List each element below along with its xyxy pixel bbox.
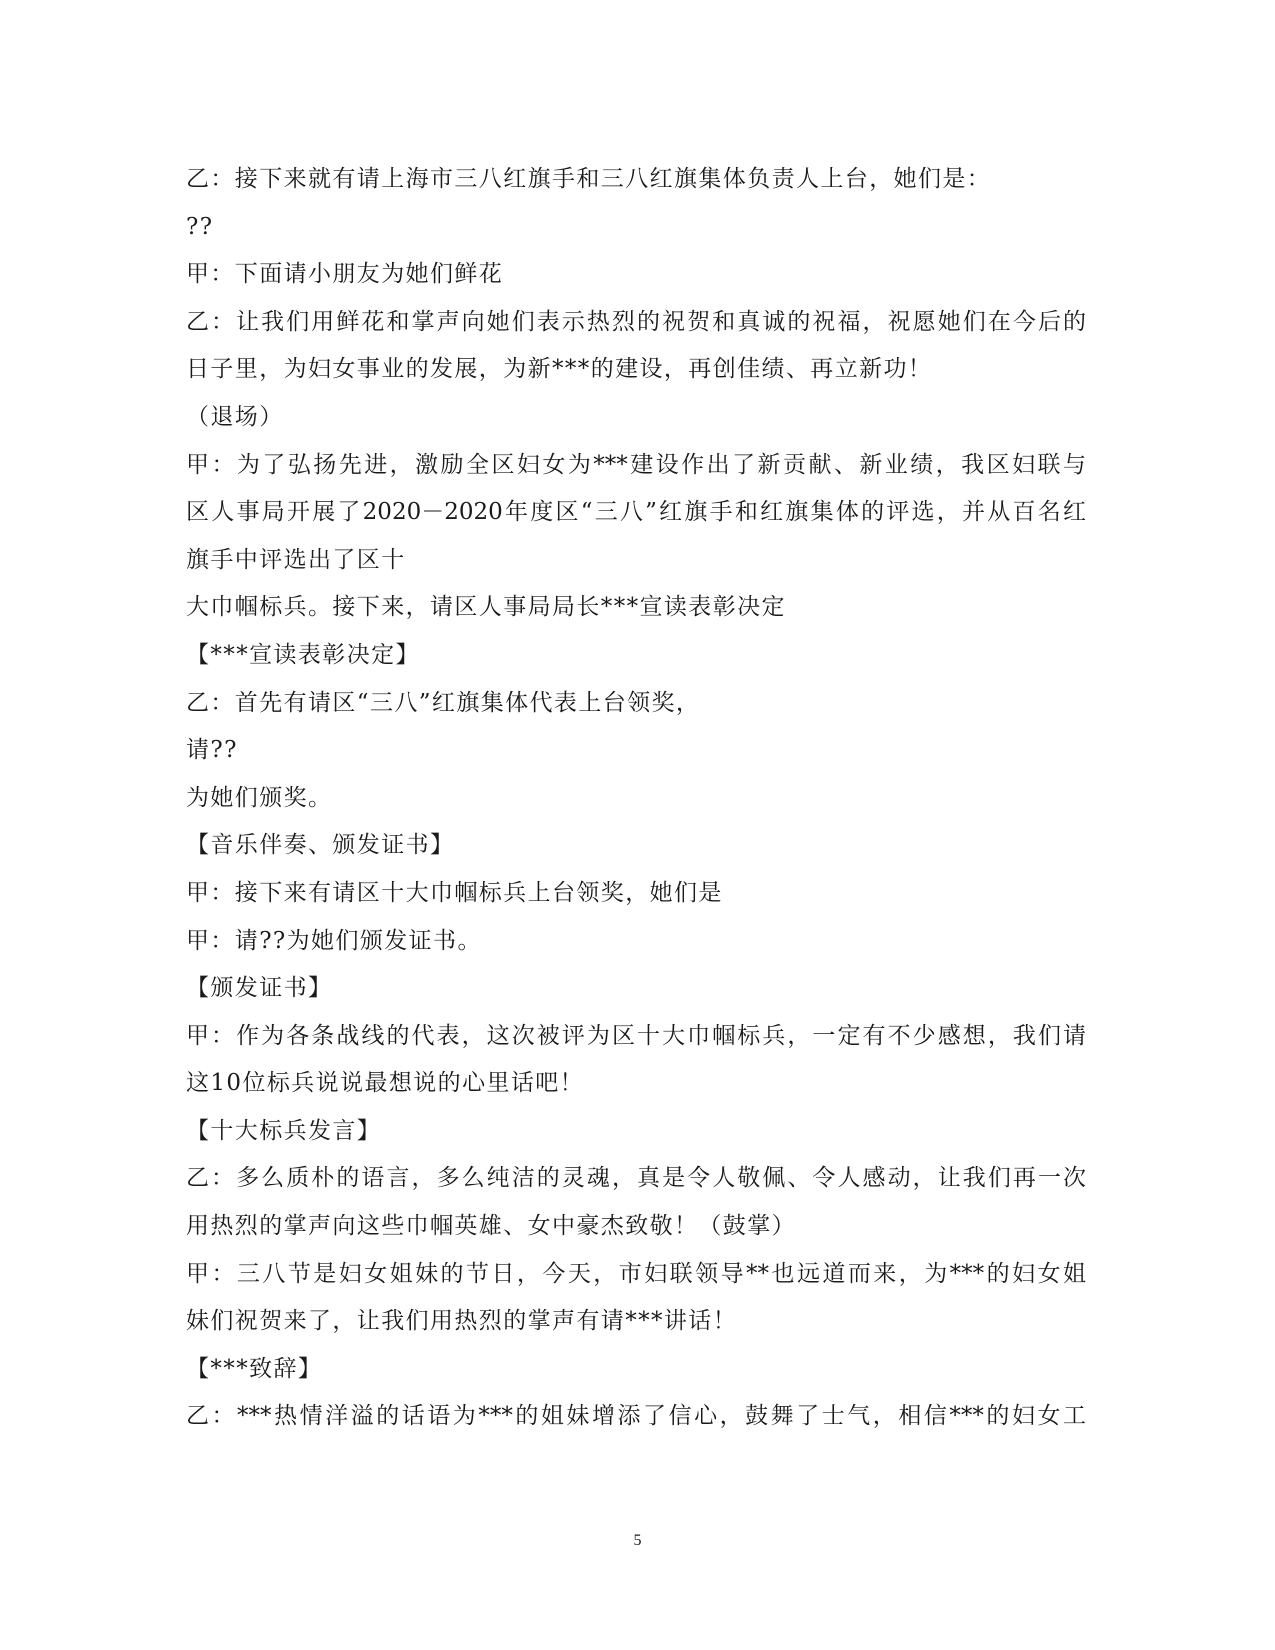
text-line: 【***致辞】: [186, 1355, 323, 1382]
text-line: 请??: [186, 737, 238, 764]
text-line: 甲：作为各条战线的代表，这次被评为区十大巾帼标兵，一定有不少感想，我们请: [186, 1022, 1086, 1049]
text-line: 【颁发证书】: [186, 975, 333, 1002]
text-line: 乙：多么质朴的语言，多么纯洁的灵魂，真是令人敬佩、令人感动，让我们再一次: [186, 1165, 1086, 1192]
text-line: 【***宣读表彰决定】: [186, 641, 420, 668]
text-line: 旗手中评选出了区十: [186, 546, 406, 573]
text-line: 大巾帼标兵。接下来，请区人事局局长***宣读表彰决定: [186, 594, 786, 621]
text-line: 乙：接下来就有请上海市三八红旗手和三八红旗集体负责人上台，她们是：: [186, 166, 992, 192]
text-line: 【音乐伴奏、颁发证书】: [186, 832, 455, 859]
text-line: 日子里，为妇女事业的发展，为新***的建设，再创佳绩、再立新功！: [186, 356, 933, 383]
text-line: ??: [186, 213, 214, 240]
text-line: 【十大标兵发言】: [186, 1117, 382, 1144]
text-line: 妹们祝贺来了，让我们用热烈的掌声有请***讲话！: [186, 1308, 738, 1335]
text-line: 用热烈的掌声向这些巾帼英雄、女中豪杰致敬！（鼓掌）: [186, 1213, 796, 1240]
text-line: 区人事局开展了2020－2020年度区“三八”红旗手和红旗集体的评选，并从百名红: [186, 499, 1086, 526]
document-body: [186, 156, 1086, 1441]
text-line: 甲：下面请小朋友为她们鲜花: [186, 261, 504, 288]
page-number: 5: [633, 1532, 642, 1549]
text-line: 乙：***热情洋溢的话语为***的姐妹增添了信心，鼓舞了士气，相信***的妇女工: [186, 1403, 1087, 1430]
text-line: 甲：请??为她们颁发证书。: [186, 927, 482, 954]
text-line: （退场）: [186, 403, 284, 430]
text-line: 乙：首先有请区“三八”红旗集体代表上台领奖，: [186, 689, 701, 716]
text-line: 为她们颁奖。: [186, 784, 333, 811]
text-line: 甲：为了弘扬先进，激励全区妇女为***建设作出了新贡献、新业绩，我区妇联与: [186, 451, 1086, 478]
text-line: 甲：接下来有请区十大巾帼标兵上台领奖，她们是: [186, 879, 723, 906]
text-line: 乙：让我们用鲜花和掌声向她们表示热烈的祝贺和真诚的祝福，祝愿她们在今后的: [186, 308, 1086, 335]
text-line: 甲：三八节是妇女姐妹的节日，今天，市妇联领导**也远道而来，为***的妇女姐: [186, 1260, 1086, 1287]
text-line: 这10位标兵说说最想说的心里话吧！: [186, 1070, 585, 1097]
